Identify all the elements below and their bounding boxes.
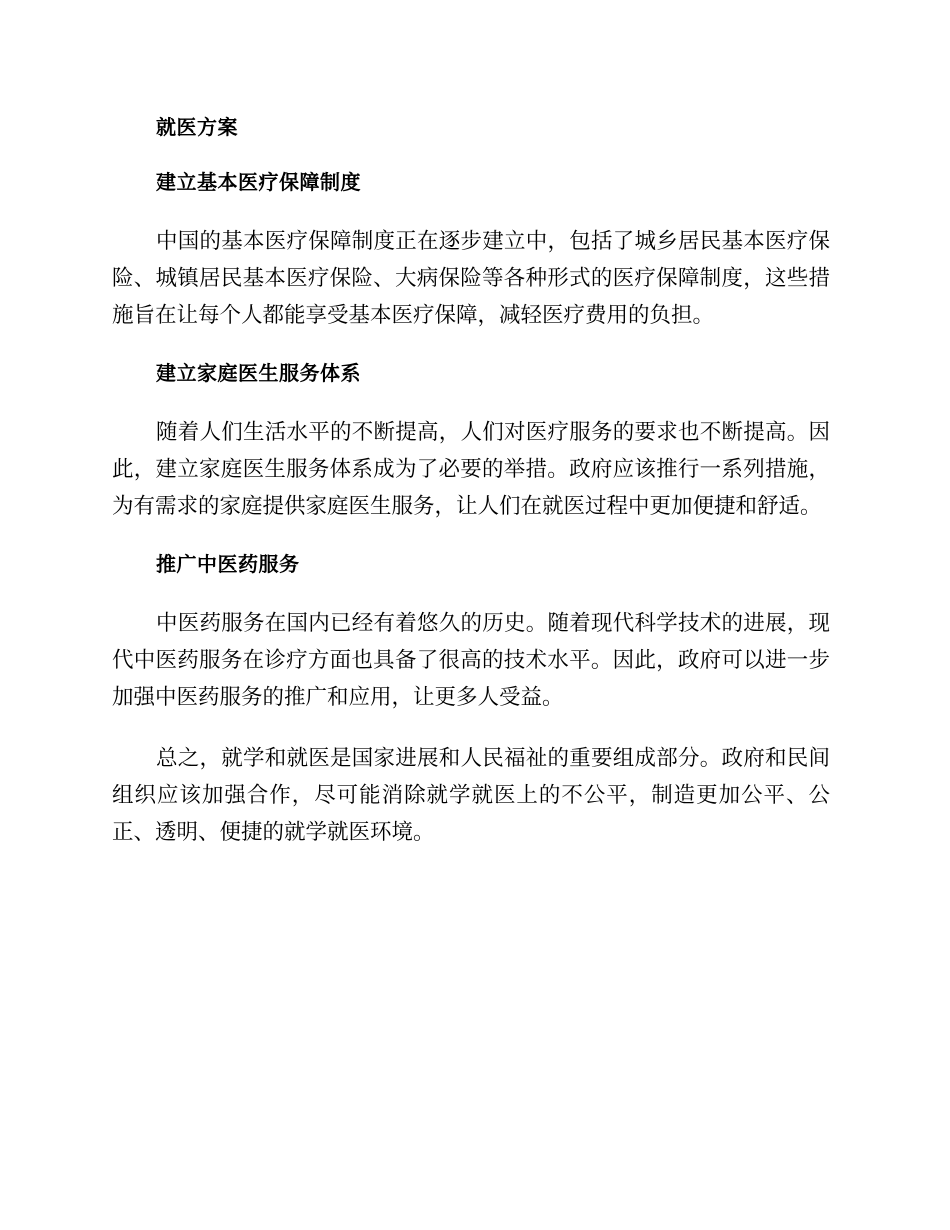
section-basic-insurance [112,167,830,334]
conclusion-paragraph: 总之，就学和就医是国家进展和人民福祉的重要组成部分。政府和民间组织应该加强合作，尽可能消除就学就医上的不公平，制造更加公平、公正、透明、便捷的就学就医环境。 [112,746,830,845]
section-heading: 建立家庭医生服务体系 [156,361,361,385]
section-paragraph: 随着人们生活水平的不断提高，人们对医疗服务的要求也不断提高。因此，建立家庭医生服务体系成为了必要的举措。政府应该推行一系列措施，为有需求的家庭提供家庭医生服务，让人们在就医过程中更加便捷和舒适。 [112,420,830,519]
document-title: 就医方案 [156,115,238,139]
section-paragraph: 中国的基本医疗保障制度正在逐步建立中，包括了城乡居民基本医疗保险、城镇居民基本医疗保险、大病保险等各种形式的医疗保障制度，这些措施旨在让每个人都能享受基本医疗保障，减轻医疗费用的负担。 [112,229,830,328]
section-tcm [112,549,830,716]
section-heading: 建立基本医疗保障制度 [156,170,361,194]
section-heading: 推广中医药服务 [156,552,300,576]
section-family-doctor [112,358,830,525]
document-page [112,112,830,875]
section-paragraph: 中医药服务在国内已经有着悠久的历史。随着现代科学技术的进展，现代中医药服务在诊疗方面也具备了很高的技术水平。因此，政府可以进一步加强中医药服务的推广和应用，让更多人受益。 [112,611,830,710]
